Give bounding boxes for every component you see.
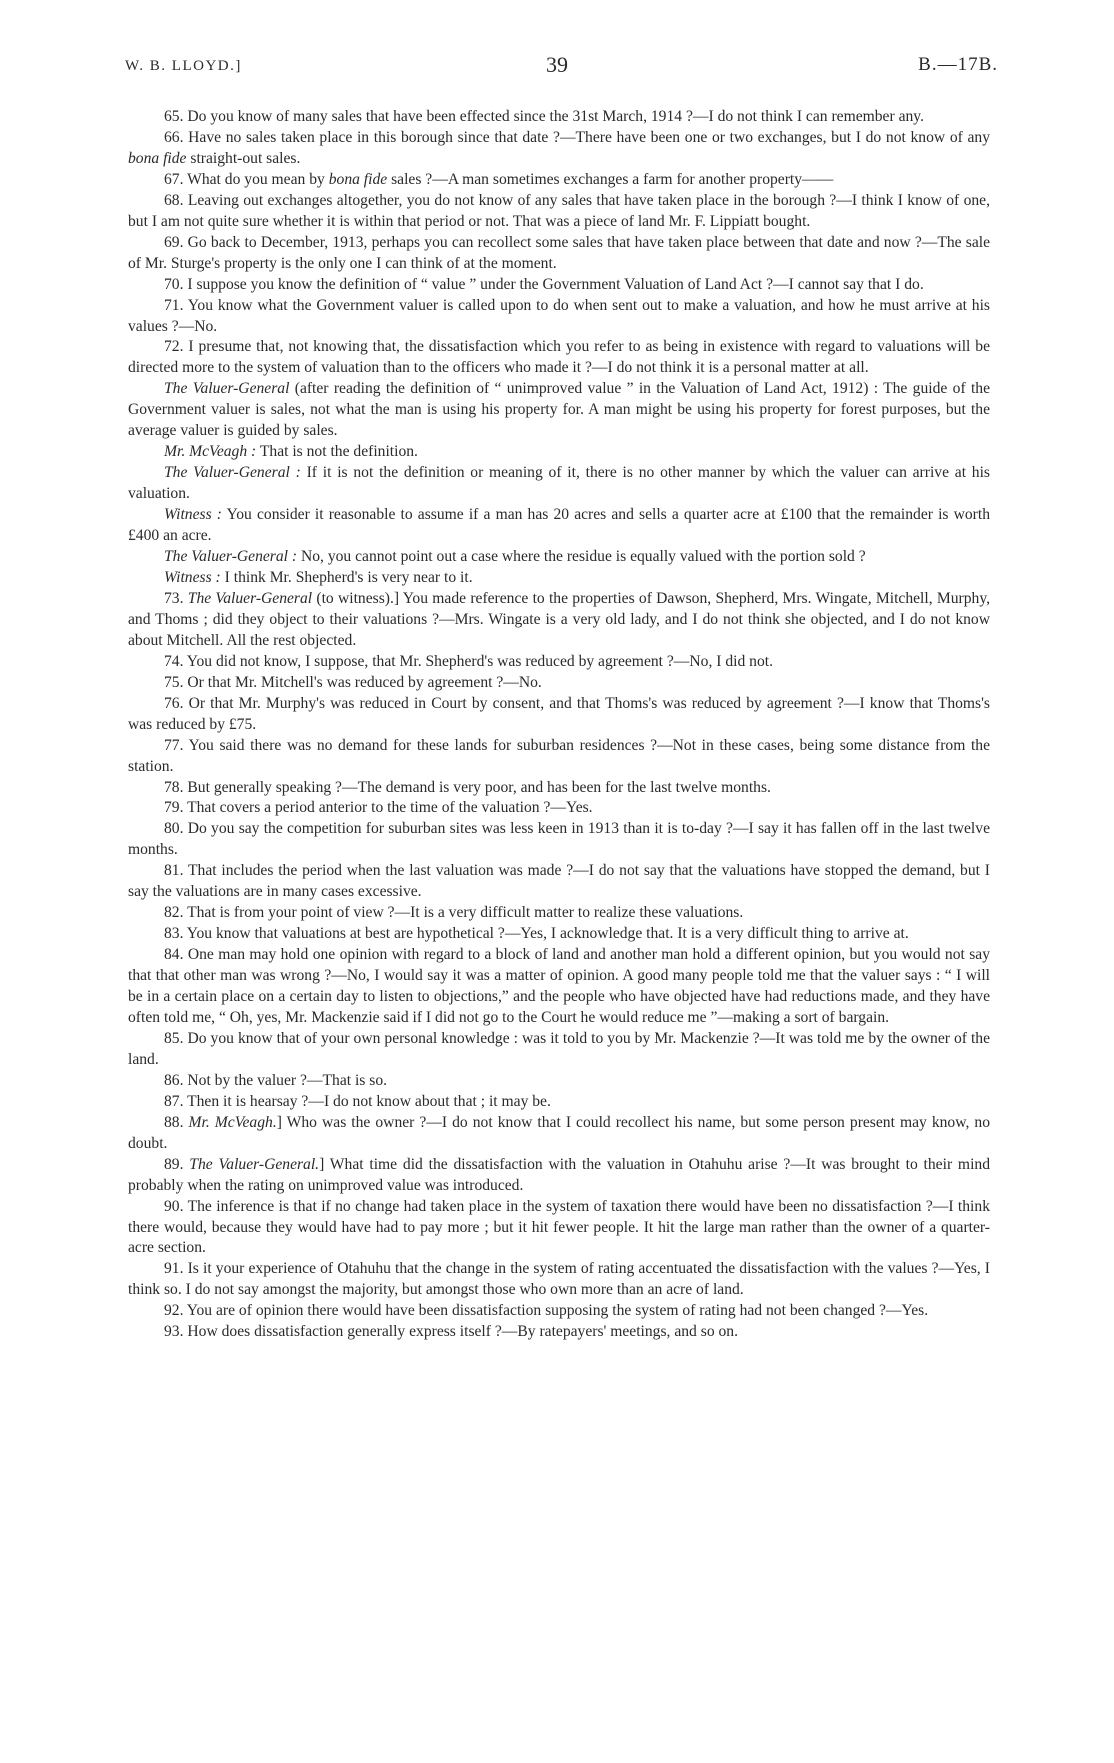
paragraph-text: 93. How does dissatisfaction generally express itself ?—By ratepayers' meetings, and so on. bbox=[164, 1323, 739, 1341]
paragraph-text: You consider it reasonable to assume if a man has 20 acres and sells a quarter acre at £100 that the remainder is worth £400 an acre. bbox=[128, 506, 990, 545]
transcript-paragraph bbox=[128, 652, 990, 673]
transcript-paragraph bbox=[128, 463, 990, 505]
speaker-name: The Valuer-General : bbox=[164, 548, 298, 566]
paragraph-text: 91. Is it your experience of Otahuhu that the change in the system of rating accentuated the dissatisfaction with the values ?—Yes, I think so. I do not say amongst the majority, but amongst those who own more than an acre of land. bbox=[128, 1260, 990, 1299]
paragraph-text: 81. That includes the period when the last valuation was made ?—I do not say that the valuations have stopped the demand, but I say the valuations are in many cases excessive. bbox=[128, 862, 990, 901]
paragraph-text: 66. Have no sales taken place in this borough since that date ?—There have been one or two exchanges, but I do not know of any bbox=[164, 128, 990, 146]
transcript-paragraph bbox=[128, 128, 990, 170]
transcript-paragraph bbox=[128, 379, 990, 442]
transcript-paragraph bbox=[128, 924, 990, 945]
transcript-paragraph bbox=[128, 337, 990, 379]
paragraph-text: 77. You said there was no demand for these lands for suburban residences ?—Not in these cases, being some distance from the station. bbox=[128, 736, 990, 775]
paragraph-text: (to witness).] You made reference to the properties of Dawson, Shepherd, Mrs. Wingate, Mitchell, Murphy, and Thoms ; did they object to their valuations ?—Mrs. Wingate is a very old lady, and I do not think she objected, and I do not know about Mitchell. All the rest objected. bbox=[128, 589, 991, 649]
transcript-paragraph bbox=[128, 1301, 990, 1322]
transcript-paragraph bbox=[128, 547, 990, 568]
transcript-paragraph bbox=[128, 819, 990, 861]
transcript-body bbox=[128, 107, 990, 1343]
transcript-paragraph bbox=[128, 568, 990, 589]
speaker-name: Witness : bbox=[164, 568, 221, 586]
paragraph-text: 79. That covers a period anterior to the time of the valuation ?—Yes. bbox=[164, 799, 593, 817]
transcript-paragraph bbox=[128, 1071, 990, 1092]
transcript-paragraph bbox=[128, 1092, 990, 1113]
transcript-paragraph bbox=[128, 296, 990, 338]
transcript-paragraph bbox=[128, 1113, 990, 1155]
paragraph-text: 75. Or that Mr. Mitchell's was reduced by agreement ?—No. bbox=[164, 673, 542, 691]
speaker-name: The Valuer-General bbox=[164, 380, 290, 398]
paragraph-text: 83. You know that valuations at best are hypothetical ?—Yes, I acknowledge that. It is a very difficult thing to arrive at. bbox=[164, 925, 909, 943]
paragraph-text: 78. But generally speaking ?—The demand is very poor, and has been for the last twelve months. bbox=[164, 778, 771, 796]
paragraph-text: No, you cannot point out a case where the residue is equally valued with the portion sold ? bbox=[297, 548, 866, 566]
paragraph-italic-text: The Valuer-General bbox=[187, 589, 313, 607]
speaker-name: The Valuer-General : bbox=[164, 464, 301, 482]
paragraph-text: 67. What do you mean by bbox=[164, 170, 329, 188]
transcript-paragraph bbox=[128, 1155, 990, 1197]
paragraph-text: 74. You did not know, I suppose, that Mr. Shepherd's was reduced by agreement ?—No, I did not. bbox=[164, 652, 773, 670]
transcript-paragraph bbox=[128, 275, 990, 296]
paragraph-text: 85. Do you know that of your own personal knowledge : was it told to you by Mr. Mackenzie ?—It was told me by the owner of the land. bbox=[128, 1029, 990, 1068]
paragraph-text: 69. Go back to December, 1913, perhaps you can recollect some sales that have taken place between that date and now ?—The sale of Mr. Sturge's property is the only one I can think of at the moment. bbox=[128, 233, 990, 272]
paragraph-text: 72. I presume that, not knowing that, the dissatisfaction which you refer to as being in existence with regard to valuations will be directed more to the system of valuation than to the officers who made it ?—I do not think it is a personal matter at all. bbox=[128, 338, 990, 377]
paragraph-text: straight-out sales. bbox=[186, 149, 301, 167]
transcript-paragraph bbox=[128, 1029, 990, 1071]
transcript-paragraph bbox=[128, 589, 990, 652]
paragraph-text: 80. Do you say the competition for suburban sites was less keen in 1913 than it is to-day ?—I say it has fallen off in the last twelve months. bbox=[128, 820, 990, 859]
paragraph-text: 70. I suppose you know the definition of “ value ” under the Government Valuation of Land Act ?—I cannot say that I do. bbox=[164, 275, 924, 293]
paragraph-text: 76. Or that Mr. Murphy's was reduced in Court by consent, and that Thoms's was reduced by agreement ?—I know that Thoms's was reduced by £75. bbox=[128, 694, 990, 733]
transcript-paragraph bbox=[128, 694, 990, 736]
paragraph-text: 73. bbox=[164, 589, 188, 607]
paragraph-text: sales ?—A man sometimes exchanges a farm for another property—— bbox=[387, 170, 834, 188]
paragraph-text: If it is not the definition or meaning of it, there is no other manner by which the valuer can arrive at his valuation. bbox=[128, 464, 990, 503]
transcript-paragraph bbox=[128, 778, 990, 799]
transcript-paragraph bbox=[128, 861, 990, 903]
paragraph-text: 88. bbox=[164, 1113, 189, 1131]
transcript-paragraph bbox=[128, 736, 990, 778]
transcript-paragraph bbox=[128, 505, 990, 547]
paragraph-text: I think Mr. Shepherd's is very near to it. bbox=[220, 568, 473, 586]
page-header bbox=[0, 52, 1114, 82]
paragraph-text: ] What time did the dissatisfaction with the valuation in Otahuhu arise ?—It was brought to their mind probably when the rating on unimproved value was introduced. bbox=[128, 1155, 990, 1194]
paragraph-text: 71. You know what the Government valuer is called upon to do when sent out to make a valuation, and how he must arrive at his values ?—No. bbox=[128, 296, 990, 335]
transcript-paragraph bbox=[128, 1259, 990, 1301]
transcript-paragraph bbox=[128, 1322, 990, 1343]
transcript-paragraph bbox=[128, 903, 990, 924]
transcript-paragraph bbox=[128, 673, 990, 694]
paragraph-text: ] Who was the owner ?—I do not know that I could recollect his name, but some person present may know, no doubt. bbox=[128, 1113, 991, 1152]
transcript-paragraph bbox=[128, 945, 990, 1029]
paragraph-text: 92. You are of opinion there would have been dissatisfaction supposing the system of rating had not been changed ?—Yes. bbox=[164, 1302, 929, 1320]
paragraph-text: 82. That is from your point of view ?—It is a very difficult matter to realize these valuations. bbox=[164, 904, 744, 922]
page-number: 39 bbox=[546, 52, 568, 77]
paragraph-text: 90. The inference is that if no change had taken place in the system of taxation there would have been no dissatisfaction ?—I think there would, because they would have had to pay more ; but it hit fewer people. It hit the large man rather than the owner of a quarter-acre section. bbox=[128, 1197, 990, 1257]
paragraph-text: 84. One man may hold one opinion with regard to a block of land and another man hold a different opinion, but you would not say that that other man was wrong ?—No, I would say it was a matter of opinion. A good many people told me that the valuer says : “ I will be in a certain place on a certain day to listen to objections,” and the people who have objected have had reductions made, and they have often told me, “ Oh, yes, Mr. Mackenzie said if I did not go to the Court he would reduce me ”—making a sort of bargain. bbox=[128, 946, 990, 1026]
paragraph-text: 89. bbox=[164, 1155, 190, 1173]
transcript-paragraph bbox=[128, 1197, 990, 1260]
paragraph-text: 65. Do you know of many sales that have been effected since the 31st March, 1914 ?—I do not think I can remember any. bbox=[164, 108, 924, 125]
paragraph-text: (after reading the definition of “ unimproved value ” in the Valuation of Land Act, 1912) : The guide of the Government valuer is sales, not what the man is using his property for. A man might be using his property for forest purposes, but the average valuer is guided by sales. bbox=[128, 380, 991, 440]
transcript-paragraph bbox=[128, 798, 990, 819]
paragraph-italic-text: Mr. McVeagh. bbox=[188, 1113, 277, 1131]
paragraph-text: 86. Not by the valuer ?—That is so. bbox=[164, 1071, 388, 1089]
paragraph-text: That is not the definition. bbox=[256, 443, 418, 461]
paragraph-italic-text: bona fide bbox=[128, 149, 187, 167]
document-reference: B.—17B. bbox=[918, 54, 998, 75]
speaker-name: Mr. McVeagh : bbox=[164, 443, 257, 461]
paragraph-italic-text: The Valuer-General. bbox=[189, 1155, 320, 1173]
transcript-paragraph bbox=[128, 442, 990, 463]
paragraph-text: 87. Then it is hearsay ?—I do not know about that ; it may be. bbox=[164, 1092, 551, 1110]
header-witness-name: W. B. LLOYD.] bbox=[125, 58, 242, 74]
transcript-paragraph bbox=[128, 233, 990, 275]
transcript-paragraph bbox=[128, 191, 990, 233]
paragraph-text: 68. Leaving out exchanges altogether, you do not know of any sales that have taken place in the borough ?—I think I know of one, but I am not quite sure whether it is within that period or not. That was a piece of land Mr. F. Lippiatt bought. bbox=[128, 191, 990, 230]
paragraph-italic-text: bona fide bbox=[328, 170, 388, 188]
transcript-paragraph bbox=[128, 170, 990, 191]
speaker-name: Witness : bbox=[164, 506, 222, 524]
transcript-paragraph bbox=[128, 107, 990, 128]
